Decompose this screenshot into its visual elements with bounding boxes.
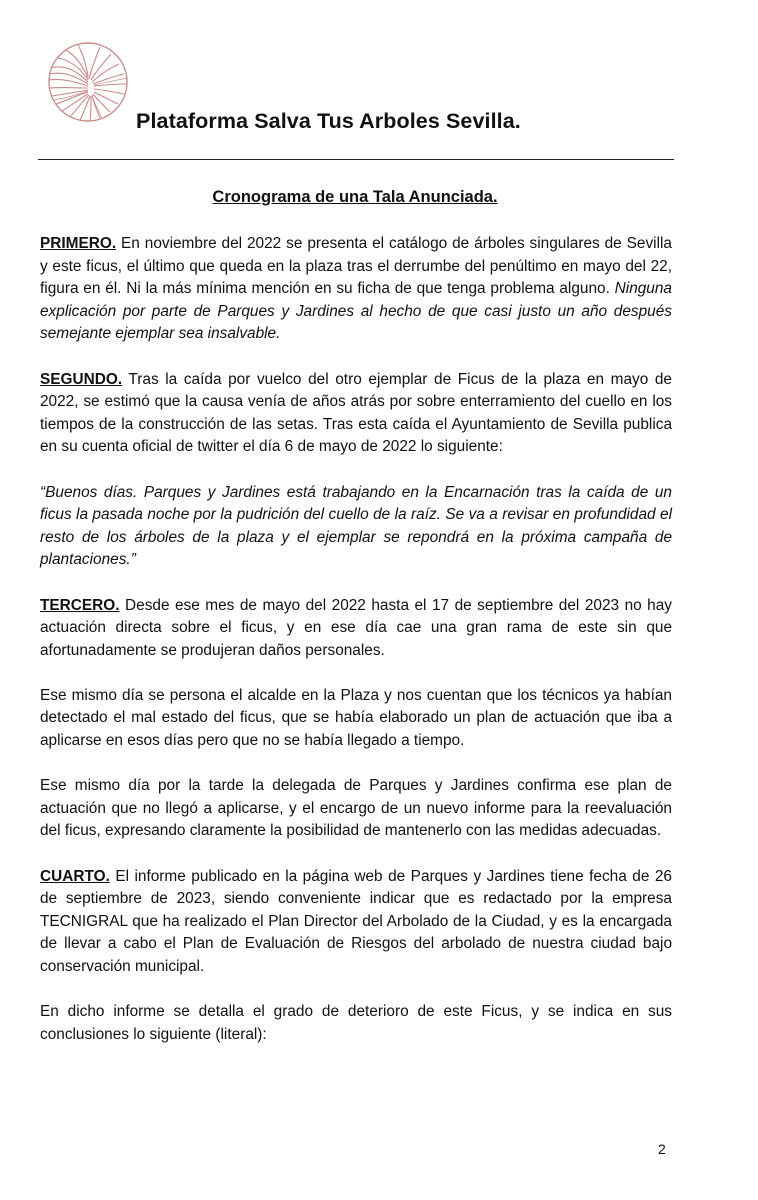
paragraph-cuarto: [40, 866, 672, 979]
paragraph-primero: [40, 233, 672, 346]
section-label: PRIMERO.: [40, 235, 117, 252]
section-label: TERCERO.: [40, 596, 120, 614]
tree-rings-logo-icon: [44, 38, 132, 126]
document-body: [40, 233, 672, 1069]
paragraph-delegada: Ese mismo día por la tarde la delegada de Parques y Jardines confirma ese plan de actuación que no llegó a aplicarse, y el encargo de un nuevo informe para la reevaluación del ficus, expresando claramente la posibilidad de mantenerlo con las medidas adecuadas.: [40, 777, 672, 840]
paragraph-informe: En dicho informe se detalla el grado de deterioro de este Ficus, y se indica en sus conclusiones lo siguiente (literal):: [40, 1003, 672, 1043]
document-title: Cronograma de una Tala Anunciada.: [212, 188, 498, 206]
paragraph-alcalde: Ese mismo día se persona el alcalde en la Plaza y nos cuentan que los técnicos ya habían detectado el mal estado del ficus, que se había elaborado un plan de actuación que iba a aplicarse en esos días pero que no se había llegado a tiempo.: [40, 686, 672, 750]
paragraph-tercero: [40, 595, 672, 663]
paragraph-segundo: [40, 369, 672, 459]
section-label: CUARTO.: [40, 867, 110, 885]
paragraph-text: En noviembre del 2022 se presenta el catálogo de árboles singulares de Sevilla y este ficus, el último que queda en la plaza tras el derrumbe del penúltimo en mayo del 22, figura en él. Ni la más mínima mención en su ficha de que tenga problema alguno.: [40, 235, 672, 298]
paragraph-text: Desde ese mes de mayo del 2022 hasta el 17 de septiembre del 2023 no hay actuación directa sobre el ficus, y en ese día cae una gran rama de este sin que afortunadamente se produjeran daños personales.: [40, 596, 672, 659]
page-number: 2: [658, 1141, 666, 1157]
paragraph-text: El informe publicado en la página web de Parques y Jardines tiene fecha de 26 de septiembre de 2023, siendo conveniente indicar que es redactado por la empresa TECNIGRAL que ha realizado el Plan Director del Arbolado de la Ciudad, y es la encargada de llevar a cabo el Plan de Evaluación de Riesgos del arbolado de nuestra ciudad bajo conservación municipal.: [40, 867, 672, 975]
paragraph-italic-text: Ninguna explicación por parte de Parques y Jardines al hecho de que casi justo un año después semejante ejemplar sea insalvable.: [40, 280, 672, 343]
organization-name: Plataforma Salva Tus Arboles Sevilla.: [136, 109, 521, 133]
section-label: SEGUNDO.: [40, 370, 123, 388]
header-divider: [38, 159, 674, 160]
twitter-quote: “Buenos días. Parques y Jardines está trabajando en la Encarnación tras la caída de un ficus la pasada noche por la pudrición del cuello de la raíz. Se va a revisar en profundidad el resto de los árboles de la plaza y el ejemplar se repondrá en la próxima campaña de plantaciones.”: [40, 483, 672, 569]
paragraph-text: Tras la caída por vuelco del otro ejemplar de Ficus de la plaza en mayo de 2022, se estimó que la causa venía de años atrás por sobre enterramiento del cuello en los tiempos de la construcción de las setas. Tras esta caída el Ayuntamiento de Sevilla publica en su cuenta oficial de twitter el día 6 de mayo de 2022 lo siguiente:: [40, 370, 672, 456]
